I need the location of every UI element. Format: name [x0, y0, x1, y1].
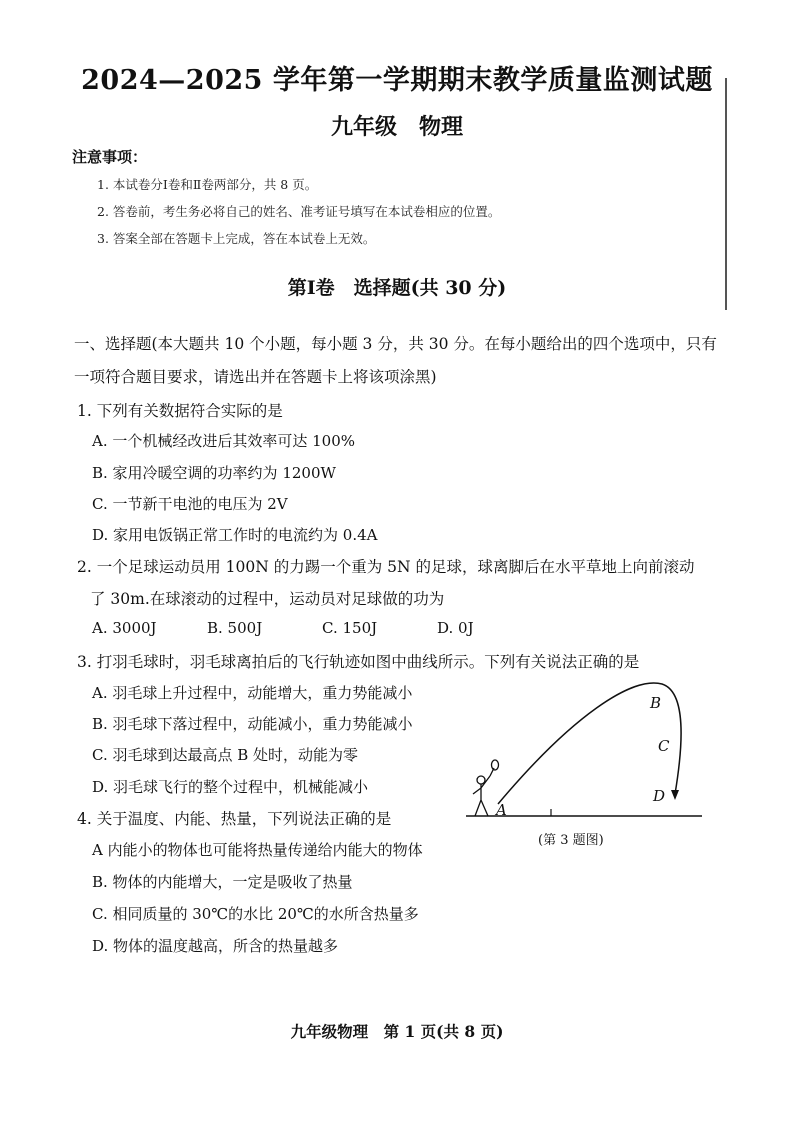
exam-subtitle: 九年级 物理	[330, 114, 463, 140]
question-2-option-a: A. 3000J	[92, 619, 157, 637]
notice-item: 1. 本试卷分Ⅰ卷和Ⅱ卷两部分，共 8 页。	[97, 177, 318, 192]
point-c-label: C	[658, 737, 670, 755]
question-4-option-b: B. 物体的内能增大，一定是吸收了热量	[92, 873, 353, 891]
question-3-stem: 3. 打羽毛球时，羽毛球离拍后的飞行轨迹如图中曲线所示。下列有关说法正确的是	[77, 653, 640, 671]
question-2-stem-line-1: 2. 一个足球运动员用 100N 的力踢一个重为 5N 的足球，球离脚后在水平草地上向前滚动	[77, 558, 695, 576]
point-a-label: A	[496, 801, 507, 819]
page-footer: 九年级物理 第 1 页(共 8 页)	[290, 1022, 504, 1041]
question-2-option-b: B. 500J	[207, 619, 263, 637]
point-b-label: B	[650, 694, 662, 712]
question-1-option-d: D. 家用电饭锅正常工作时的电流约为 0.4A	[92, 526, 378, 544]
instructions-line-2: 一项符合题目要求，请选出并在答题卡上将该项涂黑)	[74, 368, 437, 386]
question-1-option-b: B. 家用冷暖空调的功率约为 1200W	[92, 464, 336, 482]
question-4-stem: 4. 关于温度、内能、热量，下列说法正确的是	[77, 810, 392, 828]
question-2-option-d: D. 0J	[437, 619, 474, 637]
question-1-option-c: C. 一节新干电池的电压为 2V	[92, 495, 288, 513]
figure-caption: (第 3 题图)	[538, 833, 604, 848]
question-1-stem: 1. 下列有关数据符合实际的是	[77, 402, 283, 420]
instructions-line-1: 一、选择题(本大题共 10 个小题，每小题 3 分，共 30 分。在每小题给出的四个选项中，只有	[74, 335, 717, 353]
question-3-option-a: A. 羽毛球上升过程中，动能增大，重力势能减小	[92, 684, 413, 702]
player-figure	[473, 760, 499, 816]
question-2-option-c: C. 150J	[322, 619, 378, 637]
notice-item: 2. 答卷前，考生务必将自己的姓名、准考证号填写在本试卷相应的位置。	[97, 204, 501, 219]
question-4-option-a: A 内能小的物体也可能将热量传递给内能大的物体	[92, 841, 423, 859]
question-3-option-c: C. 羽毛球到达最高点 B 处时，动能为零	[92, 746, 359, 764]
question-4-option-d: D. 物体的温度越高，所含的热量越多	[92, 937, 339, 955]
point-d-label: D	[653, 787, 666, 805]
question-3-option-d: D. 羽毛球飞行的整个过程中，机械能减小	[92, 778, 369, 796]
question-1-option-a: A. 一个机械经改进后其效率可达 100%	[92, 432, 356, 450]
question-2-stem-line-2: 了 30m.在球滚动的过程中，运动员对足球做的功为	[90, 590, 445, 608]
question-3-option-b: B. 羽毛球下落过程中，动能减小，重力势能减小	[92, 715, 413, 733]
notice-item: 3. 答案全部在答题卡上完成，答在本试卷上无效。	[97, 231, 376, 246]
trajectory-arrow	[671, 790, 679, 800]
question-2-options	[92, 619, 552, 637]
exam-title: 2024—2025 学年第一学期期末教学质量监测试题	[81, 65, 713, 96]
notice-heading: 注意事项：	[72, 148, 148, 166]
section-title: 第Ⅰ卷 选择题(共 30 分)	[287, 277, 507, 299]
question-4-option-c: C. 相同质量的 30℃的水比 20℃的水所含热量多	[92, 905, 419, 923]
